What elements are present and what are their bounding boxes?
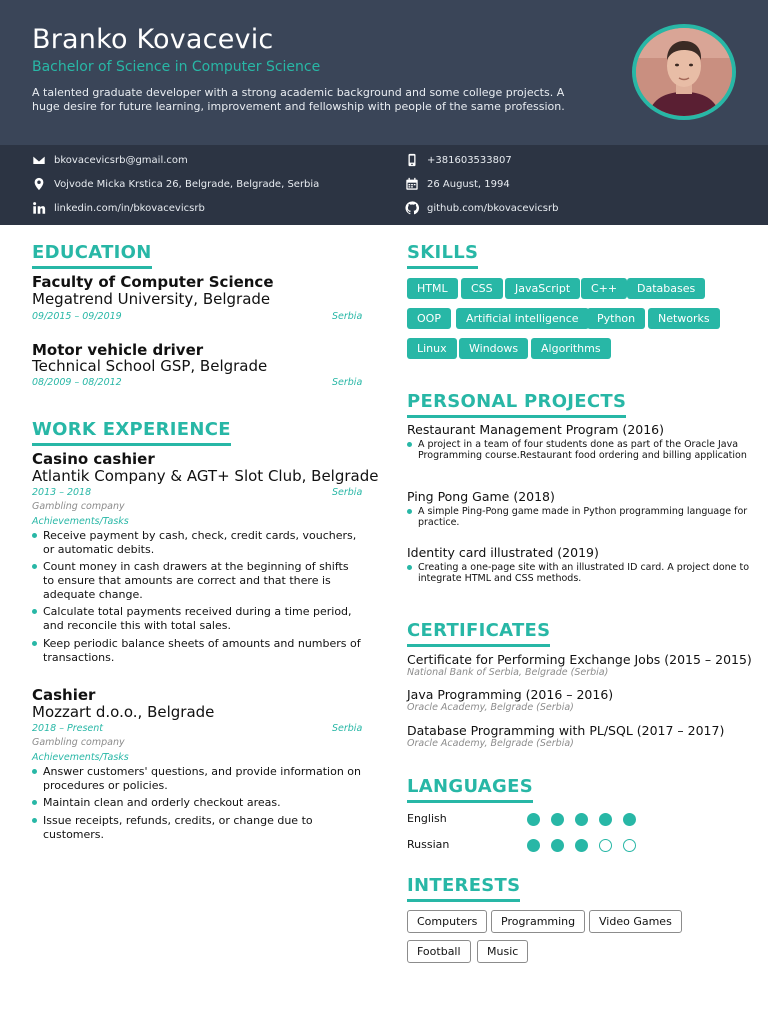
certificates-heading: CERTIFICATES — [407, 620, 550, 647]
languages-heading: LANGUAGES — [407, 776, 533, 803]
linkedin-text: linkedin.com/in/bkovacevicsrb — [54, 202, 205, 214]
interest-tag: Music — [477, 940, 528, 963]
contact-bar — [0, 145, 768, 225]
linkedin-icon — [32, 201, 46, 215]
summary-text: A talented graduate developer with a strong academic background and some college projects. A huge desire for future learning, improvement and fellowship with people of the same profession. — [32, 86, 565, 113]
education-heading: EDUCATION — [32, 242, 152, 269]
certificate-1-title: Certificate for Performing Exchange Jobs (2015 – 2015) — [407, 652, 752, 667]
language-level-dot — [575, 839, 588, 852]
education-1-org: Megatrend University, Belgrade — [32, 290, 271, 308]
language-level-dot — [527, 839, 540, 852]
work-1-bullet: Keep periodic balance sheets of amounts and numbers of transactions. — [32, 637, 362, 665]
education-2-dates: 08/2009 – 08/2012 — [32, 377, 122, 388]
email-icon — [32, 153, 46, 167]
interests-heading: INTERESTS — [407, 875, 520, 902]
skill-tag: C++ — [581, 278, 627, 299]
education-1-location: Serbia — [332, 311, 363, 322]
work-2-location: Serbia — [332, 723, 363, 734]
language-level-dot — [551, 839, 564, 852]
project-3-title: Identity card illustrated (2019) — [407, 545, 599, 560]
language-level-dot — [599, 839, 612, 852]
language-2-name: Russian — [407, 838, 450, 851]
education-2-org: Technical School GSP, Belgrade — [32, 357, 268, 375]
interest-tag: Computers — [407, 910, 487, 933]
location-pin-icon — [32, 177, 46, 191]
work-1-type: Gambling company — [32, 501, 125, 512]
project-1-title: Restaurant Management Program (2016) — [407, 422, 665, 437]
work-1-bullet: Receive payment by cash, check, credit cards, vouchers, or automatic debits. — [32, 529, 362, 557]
work-1-location: Serbia — [332, 487, 363, 498]
language-level-dot — [575, 813, 588, 826]
language-level-dot — [599, 813, 612, 826]
work-1-org: Atlantik Company & AGT+ Slot Club, Belgrade — [32, 467, 379, 485]
profile-photo — [632, 24, 736, 120]
skill-tag: Linux — [407, 338, 457, 359]
skill-tag: Algorithms — [531, 338, 611, 359]
github-icon — [405, 201, 419, 215]
project-2-desc: A simple Ping-Pong game made in Python programming language for practice. — [407, 506, 762, 528]
project-2-title: Ping Pong Game (2018) — [407, 489, 555, 504]
work-2-bullet: Maintain clean and orderly checkout areas. — [32, 796, 362, 810]
work-1-title: Casino cashier — [32, 450, 155, 468]
portrait-image — [636, 28, 732, 116]
language-level-dot — [623, 839, 636, 852]
language-level-dot — [527, 813, 540, 826]
certificate-2-title: Java Programming (2016 – 2016) — [407, 687, 614, 702]
candidate-name: Branko Kovacevic — [32, 24, 274, 55]
work-2-title: Cashier — [32, 686, 96, 704]
mobile-phone-icon — [405, 153, 419, 167]
contact-birthday — [405, 177, 510, 191]
work-1-dates: 2013 – 2018 — [32, 487, 92, 498]
birthday-text: 26 August, 1994 — [427, 178, 510, 190]
language-1-name: English — [407, 812, 447, 825]
skill-tag: HTML — [407, 278, 458, 299]
header — [0, 0, 768, 145]
work-1-bullet: Count money in cash drawers at the beginning of shifts to ensure that amounts are correct and that there is adequate change. — [32, 560, 362, 602]
projects-heading: PERSONAL PROJECTS — [407, 391, 626, 418]
work-2-bullet: Issue receipts, refunds, credits, or change due to customers. — [32, 814, 362, 842]
education-1-dates: 09/2015 – 09/2019 — [32, 311, 122, 322]
interest-tag: Programming — [491, 910, 585, 933]
skills-heading: SKILLS — [407, 242, 478, 269]
work-1-bullet: Calculate total payments received during a time period, and reconcile this with total sales. — [32, 605, 362, 633]
education-2-title: Motor vehicle driver — [32, 341, 204, 359]
contact-phone[interactable] — [405, 153, 512, 167]
contact-email[interactable] — [32, 153, 188, 167]
candidate-degree: Bachelor of Science in Computer Science — [32, 59, 321, 75]
language-level-dot — [551, 813, 564, 826]
skill-tag: Databases — [627, 278, 705, 299]
skill-tag: Networks — [648, 308, 720, 329]
work-heading: WORK EXPERIENCE — [32, 419, 231, 446]
interest-tag: Football — [407, 940, 471, 963]
work-2-bullet: Answer customers' questions, and provide information on procedures or policies. — [32, 765, 362, 793]
education-2-location: Serbia — [332, 377, 363, 388]
work-2-achievements-label: Achievements/Tasks — [32, 752, 129, 763]
work-1-achievements-label: Achievements/Tasks — [32, 516, 129, 527]
email-text: bkovacevicsrb@gmail.com — [54, 154, 188, 166]
skill-tag: Windows — [459, 338, 528, 359]
skill-tag: JavaScript — [505, 278, 580, 299]
skill-tag: CSS — [461, 278, 503, 299]
skill-tag: Python — [587, 308, 645, 329]
work-2-org: Mozzart d.o.o., Belgrade — [32, 703, 215, 721]
certificate-3-title: Database Programming with PL/SQL (2017 – 2017) — [407, 723, 725, 738]
contact-linkedin[interactable] — [32, 201, 205, 215]
certificate-2-issuer: Oracle Academy, Belgrade (Serbia) — [407, 702, 574, 713]
skill-tag: Artificial intelligence — [456, 308, 589, 329]
contact-github[interactable] — [405, 201, 558, 215]
language-level-dot — [623, 813, 636, 826]
address-text: Vojvode Micka Krstica 26, Belgrade, Belgrade, Serbia — [54, 178, 320, 190]
contact-address — [32, 177, 319, 191]
calendar-icon — [405, 177, 419, 191]
interest-tag: Video Games — [589, 910, 682, 933]
certificate-1-issuer: National Bank of Serbia, Belgrade (Serbia) — [407, 667, 609, 678]
skill-tag: OOP — [407, 308, 451, 329]
work-2-type: Gambling company — [32, 737, 125, 748]
education-1-title: Faculty of Computer Science — [32, 273, 274, 291]
work-2-dates: 2018 – Present — [32, 723, 103, 734]
project-3-desc: Creating a one-page site with an illustrated ID card. A project done to integrate HTML and CSS methods. — [407, 562, 762, 584]
certificate-3-issuer: Oracle Academy, Belgrade (Serbia) — [407, 738, 574, 749]
project-1-desc: A project in a team of four students done as part of the Oracle Java Programming course.Restaurant food ordering and billing application — [407, 439, 762, 461]
phone-text: +381603533807 — [427, 154, 512, 166]
github-text: github.com/bkovacevicsrb — [427, 202, 559, 214]
